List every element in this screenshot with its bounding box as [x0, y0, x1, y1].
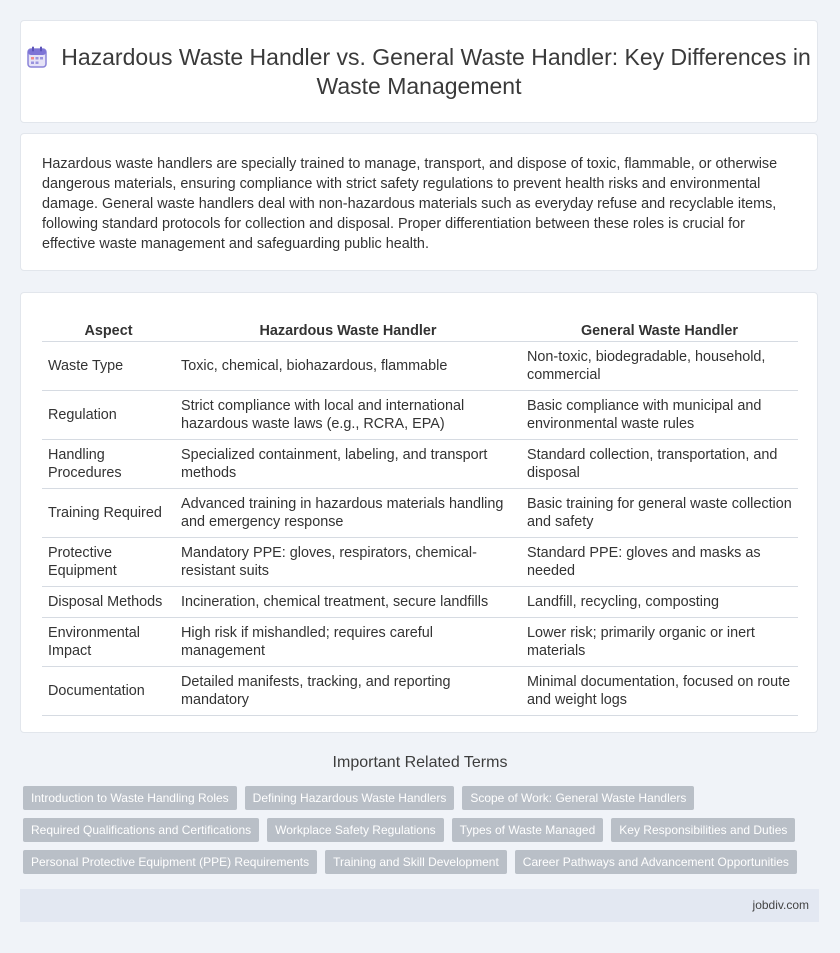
hazardous-cell: Mandatory PPE: gloves, respirators, chemical-resistant suits [175, 538, 521, 587]
table-row [42, 587, 798, 618]
title-card [20, 20, 818, 123]
intro-paragraph: Hazardous waste handlers are specially trained to manage, transport, and dispose of toxic, flammable, or otherwise dangerous materials, ensuring compliance with strict safety regulations to prevent health risks and environmental damage. General waste handlers deal with non-hazardous materials such as everyday refuse and recyclable items, following standard protocols for collection and disposal. Proper differentiation between these roles is crucial for effective waste management and safeguarding public health. [42, 156, 778, 252]
aspect-cell: Training Required [42, 489, 175, 538]
aspect-cell: Handling Procedures [42, 440, 175, 489]
general-cell: Basic compliance with municipal and environmental waste rules [521, 391, 798, 440]
table-row [42, 440, 798, 489]
general-cell: Landfill, recycling, composting [521, 587, 798, 618]
aspect-cell: Environmental Impact [42, 618, 175, 667]
tag-link[interactable]: Workplace Safety Regulations [267, 818, 444, 842]
tag-link[interactable]: Required Qualifications and Certifications [23, 818, 259, 842]
hazardous-cell: Detailed manifests, tracking, and reporting mandatory [175, 667, 521, 716]
table-row [42, 667, 798, 716]
tag-link[interactable]: Career Pathways and Advancement Opportunities [515, 850, 797, 874]
table-header-row [42, 313, 798, 342]
tag-link[interactable]: Scope of Work: General Waste Handlers [462, 786, 694, 810]
tag-link[interactable]: Types of Waste Managed [452, 818, 604, 842]
aspect-cell: Disposal Methods [42, 587, 175, 618]
footer-site-link[interactable]: jobdiv.com [752, 898, 809, 912]
hazardous-cell: Toxic, chemical, biohazardous, flammable [175, 342, 521, 391]
calendar-icon [27, 46, 47, 68]
tag-row [23, 786, 823, 810]
tag-row [23, 850, 823, 874]
hazardous-cell: Strict compliance with local and international hazardous waste laws (e.g., RCRA, EPA) [175, 391, 521, 440]
hazardous-cell: Advanced training in hazardous materials handling and emergency response [175, 489, 521, 538]
hazardous-cell: High risk if mishandled; requires careful management [175, 618, 521, 667]
footer [20, 889, 819, 922]
comparison-table [42, 313, 798, 716]
header-general: General Waste Handler [521, 313, 798, 342]
general-cell: Non-toxic, biodegradable, household, commercial [521, 342, 798, 391]
tag-link[interactable]: Personal Protective Equipment (PPE) Requirements [23, 850, 317, 874]
aspect-cell: Regulation [42, 391, 175, 440]
general-cell: Basic training for general waste collection and safety [521, 489, 798, 538]
tag-row [23, 818, 823, 842]
tag-link[interactable]: Training and Skill Development [325, 850, 507, 874]
page-title [21, 43, 817, 101]
aspect-cell: Waste Type [42, 342, 175, 391]
general-cell: Standard PPE: gloves and masks as needed [521, 538, 798, 587]
table-row [42, 489, 798, 538]
header-hazardous: Hazardous Waste Handler [175, 313, 521, 342]
comparison-card [20, 292, 818, 733]
table-row [42, 618, 798, 667]
hazardous-cell: Incineration, chemical treatment, secure landfills [175, 587, 521, 618]
tag-link[interactable]: Introduction to Waste Handling Roles [23, 786, 237, 810]
table-row [42, 391, 798, 440]
table-row [42, 342, 798, 391]
related-terms-tags [23, 786, 823, 882]
header-aspect: Aspect [42, 313, 175, 342]
general-cell: Minimal documentation, focused on route and weight logs [521, 667, 798, 716]
hazardous-cell: Specialized containment, labeling, and transport methods [175, 440, 521, 489]
general-cell: Standard collection, transportation, and disposal [521, 440, 798, 489]
general-cell: Lower risk; primarily organic or inert materials [521, 618, 798, 667]
aspect-cell: Protective Equipment [42, 538, 175, 587]
aspect-cell: Documentation [42, 667, 175, 716]
table-row [42, 538, 798, 587]
page-title-text: Hazardous Waste Handler vs. General Waste Handler: Key Differences in Waste Management [61, 44, 811, 99]
tag-link[interactable]: Defining Hazardous Waste Handlers [245, 786, 455, 810]
intro-card [20, 133, 818, 271]
related-terms-heading: Important Related Terms [332, 754, 508, 771]
tag-link[interactable]: Key Responsibilities and Duties [611, 818, 795, 842]
